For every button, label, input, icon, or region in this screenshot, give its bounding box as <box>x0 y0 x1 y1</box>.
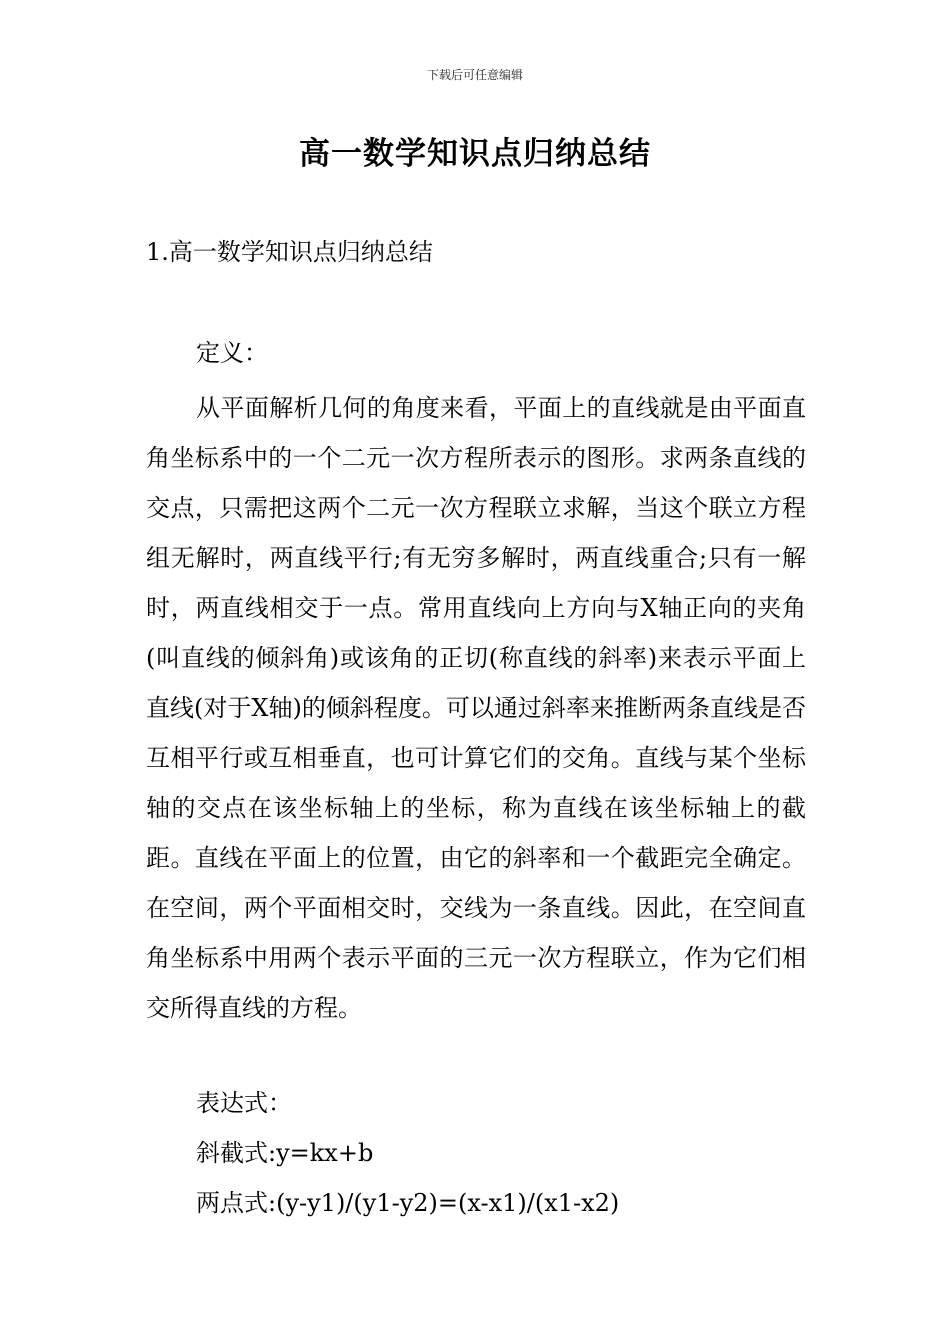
formula-two-point: 两点式:(y-y1)/(y1-y2)=(x-x1)/(x1-x2) <box>196 1189 620 1217</box>
section-heading: 1.高一数学知识点归纳总结 <box>146 238 433 266</box>
page-title: 高一数学知识点归纳总结 <box>299 136 651 172</box>
definition-paragraph: 从平面解析几何的角度来看，平面上的直线就是由平面直角坐标系中的一个二元一次方程所表示的图形。求两条直线的交点，只需把这两个二元一次方程联立求解，当这个联立方程组无解时，两直线平行;有无穷多解时，两直线重合;只有一解时，两直线相交于一点。常用直线向上方向与X轴正向的夹角(叫直线的倾斜角)或该角的正切(称直线的斜率)来表示平面上直线(对于X轴)的倾斜程度。可以通过斜率来推断两条直线是否互相平行或互相垂直，也可计算它们的交角。直线与某个坐标轴的交点在该坐标轴上的坐标，称为直线在该坐标轴上的截距。直线在平面上的位置，由它的斜率和一个截距完全确定。在空间，两个平面相交时，交线为一条直线。因此，在空间直角坐标系中用两个表示平面的三元一次方程联立，作为它们相交所得直线的方程。 <box>146 394 806 1022</box>
header-note: 下载后可任意编辑 <box>426 68 523 82</box>
formula-slope-intercept: 斜截式:y=kx+b <box>196 1139 374 1167</box>
definition-label: 定义： <box>196 339 268 367</box>
expression-label: 表达式： <box>196 1089 292 1117</box>
